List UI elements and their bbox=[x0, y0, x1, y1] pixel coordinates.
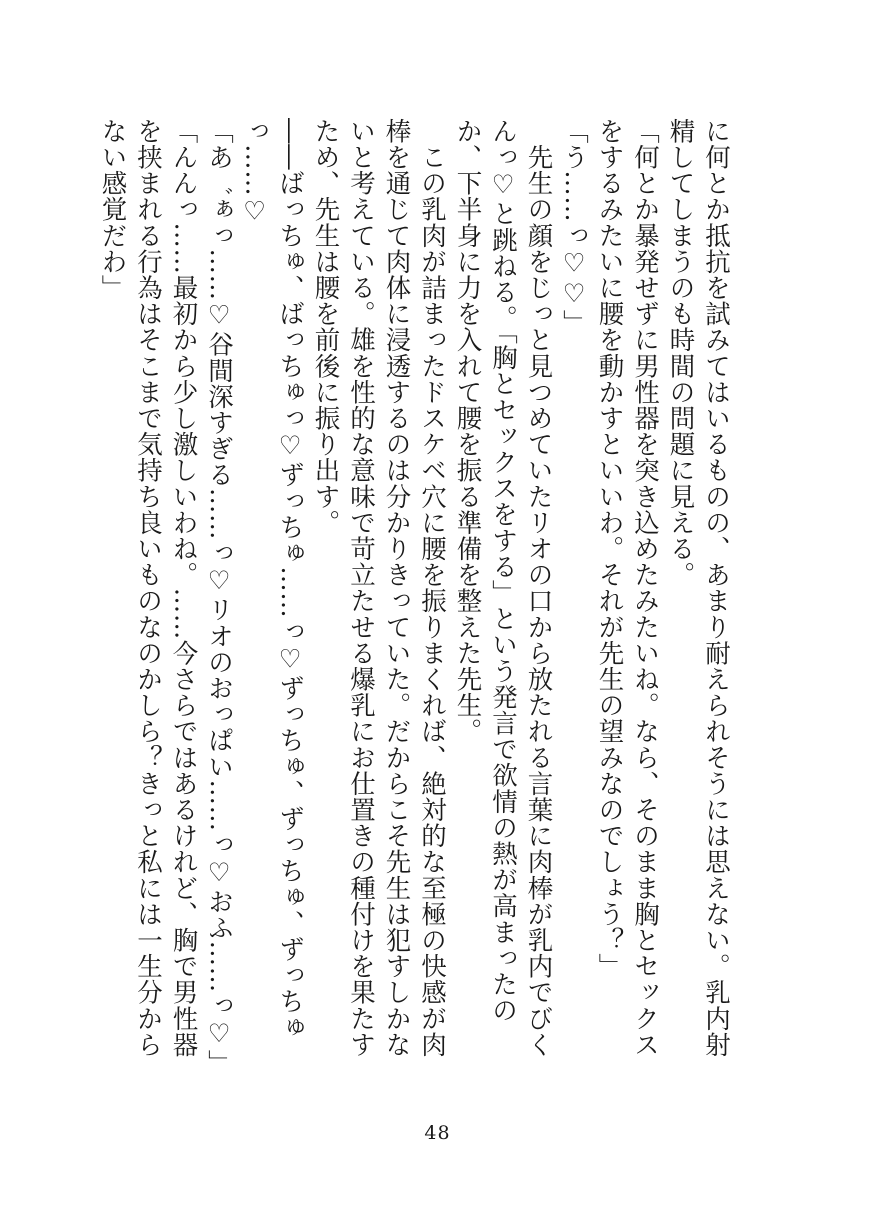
paragraph-8: 「んんっ……最初から少し激しいわね。……今さらではあるけれど、胸で男性器を挟まれる行為はそこまで気持ち良いものなのかしら？きっと私には一生分からない感覚だわ」 bbox=[97, 118, 199, 1058]
paragraph-4: 先生の顔をじっと見つめていたリオの口から放たれる言葉に肉棒が乳内でびくんっ♡と跳ねる。「胸とセックスをする」という発言で欲情の熱が高まったのか、下半身に力を入れて腰を振る準備を整えた先生。 bbox=[452, 118, 554, 1058]
paragraph-3: 「う……っ♡♡」 bbox=[559, 118, 589, 336]
paragraph-6: ――ばっちゅ、ばっちゅっ♡ずっちゅ……っ♡ずっちゅ、ずっちゅ、ずっちゅっ……♡ bbox=[239, 118, 305, 1041]
paragraph-7: 「あ゛ぁっ……♡谷間深すぎる……っ♡リオのおっぱい……っ♡おふ……っ♡」 bbox=[204, 118, 234, 1076]
paragraph-1: に何とか抵抗を試みてはいるものの、あまり耐えられそうには思えない。乳内射精してしまうのも時間の問題に見える。 bbox=[665, 118, 731, 1058]
paragraph-2: 「何とか暴発せずに男性器を突き込めたみたいね。なら、そのまま胸とセックスをするみたいに腰を動かすといいわ。それが先生の望みなのでしょう？」 bbox=[594, 118, 660, 1058]
paragraph-5: この乳肉が詰まったドスケベ穴に腰を振りまくれば、絶対的な至極の快感が肉棒を通じて肉体に浸透するのは分かりきっていた。だからこそ先生は犯すしかないと考えている。雄を性的な意味で苛立たせる爆乳にお仕置きの種付けを果たすため、先生は腰を前後に振り出す。 bbox=[310, 118, 447, 1058]
vertical-text-body bbox=[97, 118, 733, 1076]
page-number: 48 bbox=[424, 1122, 451, 1144]
